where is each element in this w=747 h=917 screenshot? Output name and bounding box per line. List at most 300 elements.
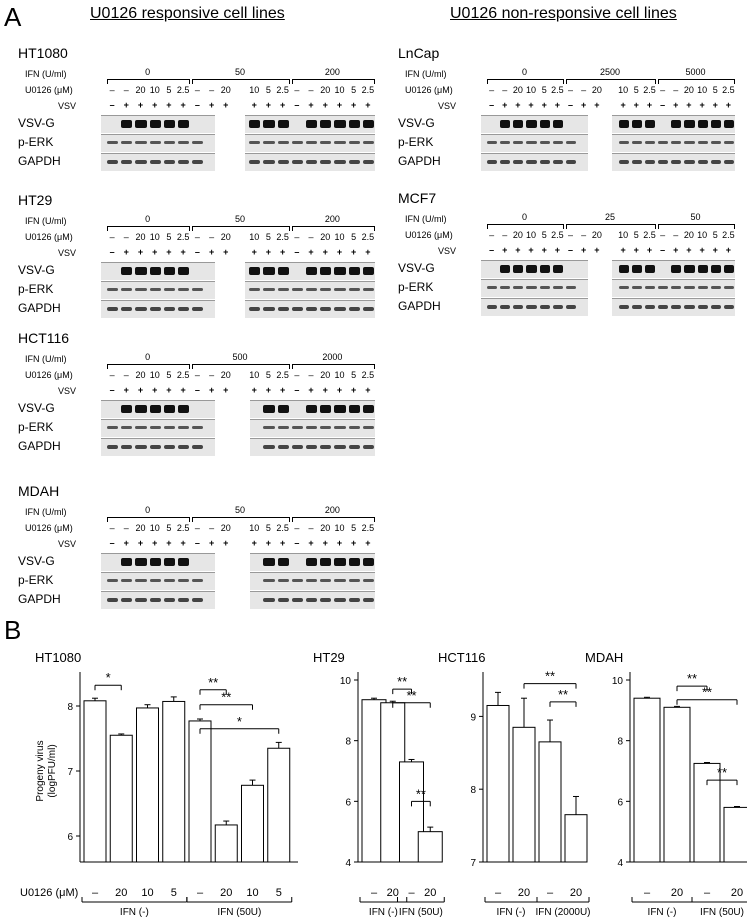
u0126-lane-value: 2.5 (361, 523, 375, 533)
blot-band (632, 305, 642, 309)
vsv-lane-value: + (336, 385, 343, 395)
bar (84, 701, 106, 862)
significance-stars: ** (686, 671, 698, 687)
bar (242, 785, 264, 862)
u0126-row-label: U0126 (μM) (25, 232, 73, 242)
u0126-lane-value: – (581, 85, 587, 95)
blot-band (566, 286, 576, 289)
bar (664, 707, 690, 862)
u0126-lane-value: 5 (265, 232, 271, 242)
blot-band (263, 288, 274, 291)
blot-band (500, 160, 510, 164)
blot-band (121, 558, 132, 566)
y-tick-label: 10 (611, 676, 623, 687)
blot-band (526, 265, 536, 273)
u0126-lane-value: – (123, 232, 129, 242)
blot-band (164, 405, 175, 413)
vsv-lane-value: + (180, 247, 186, 257)
vsv-lane-value: + (279, 538, 286, 548)
u0126-lane-value: – (673, 230, 679, 240)
blot-band (619, 305, 629, 309)
blot-band (671, 120, 681, 128)
u0126-lane-value: – (660, 230, 666, 240)
blot-band (192, 598, 203, 602)
blot-band (263, 426, 274, 429)
u0126-lane-value: – (489, 230, 495, 240)
vsv-lane-value: + (308, 538, 314, 548)
vsv-lane-value: + (725, 100, 732, 110)
blot-band (684, 120, 694, 128)
ifn-dose-label: 5000 (685, 67, 706, 77)
vsv-lane-value: + (265, 100, 272, 110)
vsv-lane-value: + (365, 100, 371, 110)
blot-band (121, 288, 132, 291)
u0126-lane-value: 10 (149, 370, 160, 380)
u0126-lane-value: 20 (512, 230, 523, 240)
u0126-row-label: U0126 (μM) (25, 85, 73, 95)
vsv-lane-value: + (123, 385, 129, 395)
group-label: IFN (50U) (217, 907, 262, 917)
blot-band (192, 579, 203, 582)
blot-band (658, 160, 668, 164)
vsv-lane-value: + (180, 538, 186, 548)
ifn-row-label: IFN (U/ml) (25, 354, 67, 364)
group-label: IFN (-) (368, 907, 398, 917)
blot-band (363, 288, 374, 291)
y-tick-label: 4 (617, 858, 623, 869)
blot-band (334, 405, 345, 413)
blot-band (619, 286, 629, 289)
blot-band (540, 120, 550, 128)
u0126-lane-value: – (194, 370, 200, 380)
blot-band (526, 305, 536, 309)
vsv-lane-value: + (152, 538, 158, 548)
group-label: IFN (2000U) (535, 907, 591, 917)
blot-band (150, 426, 161, 429)
vsv-lane-value: + (725, 245, 732, 255)
u0126-lane-value: – (294, 523, 300, 533)
y-axis-label: Progeny virus (35, 740, 46, 802)
blot-band (121, 445, 132, 449)
u0126-row-label: U0126 (μM) (25, 370, 73, 380)
x-category-label: – (494, 887, 502, 899)
vsv-row-label: VSV (58, 539, 77, 549)
significance-stars: ** (208, 674, 219, 690)
blot-band (278, 120, 289, 128)
ifn-dose-label: 50 (234, 214, 245, 224)
blot-band (487, 305, 497, 309)
u0126-lane-value: 5 (166, 523, 172, 533)
u0126-lane-value: – (209, 523, 215, 533)
vsv-lane-value: + (581, 245, 587, 255)
blot-band (249, 141, 260, 144)
dose-bracket (566, 79, 656, 84)
y-tick-label: 8 (67, 702, 73, 713)
u0126-lane-value: 5 (633, 230, 639, 240)
x-category-label: 20 (517, 887, 531, 899)
blot-band (553, 120, 563, 128)
cell-line-name: HT1080 (18, 45, 68, 61)
vsv-lane-value: + (208, 100, 215, 110)
blot-band (278, 426, 289, 429)
blot-band (500, 141, 510, 144)
y-tick-label: 7 (470, 858, 476, 869)
blot-band (320, 267, 331, 275)
significance-stars: * (105, 670, 111, 686)
vsv-lane-value: + (166, 100, 172, 110)
blot-band (263, 141, 274, 144)
blot-band (349, 307, 360, 311)
vsv-lane-value: + (322, 538, 328, 548)
vsv-lane-value: + (646, 245, 653, 255)
blot-band (487, 160, 497, 164)
u0126-lane-value: 10 (249, 85, 260, 95)
dose-bracket (107, 79, 190, 84)
blot-band (334, 160, 345, 164)
blot-band (278, 598, 289, 602)
panel-b-letter: B (4, 615, 22, 645)
y-tick-label: 9 (470, 712, 476, 724)
u0126-lane-value: 2.5 (722, 230, 735, 240)
blot-band (192, 445, 203, 449)
blot-band (724, 120, 734, 128)
blot-band (178, 445, 189, 449)
u0126-lane-value: 5 (166, 232, 172, 242)
blot-band (349, 598, 360, 602)
blot-band (363, 267, 374, 275)
vsv-lane-value: + (279, 100, 286, 110)
blot-band (363, 558, 374, 566)
dose-bracket (292, 364, 375, 369)
u0126-lane-value: 5 (541, 230, 547, 240)
perk-label: p-ERK (18, 282, 54, 296)
blot-band (645, 120, 655, 128)
blot-band (363, 426, 374, 429)
blot-band (513, 286, 523, 289)
vsv-lane-value: + (279, 247, 286, 257)
dose-bracket (292, 79, 375, 84)
vsv-lane-value: – (109, 385, 115, 395)
blot-band (192, 426, 203, 429)
blot-band (107, 160, 118, 164)
blot-band (320, 426, 331, 429)
blot-band (306, 288, 317, 291)
u0126-lane-value: – (568, 85, 574, 95)
u0126-lane-value: 2.5 (643, 230, 656, 240)
vsv-lane-value: + (336, 538, 343, 548)
blot-band (135, 160, 146, 164)
blot-band (107, 579, 118, 582)
u0126-lane-value: 20 (135, 370, 146, 380)
gapdh-label: GAPDH (398, 154, 441, 168)
blot-band (334, 579, 345, 582)
u0126-lane-value: 5 (351, 85, 357, 95)
x-category-label: 20 (115, 887, 128, 899)
blot-band (107, 141, 118, 144)
blot-band (263, 160, 274, 164)
blot-band (164, 120, 175, 128)
group-label: IFN (-) (496, 907, 526, 917)
blot-band (724, 265, 734, 273)
blot-band (363, 307, 374, 311)
u0126-lane-value: 5 (541, 85, 547, 95)
dose-bracket (292, 226, 375, 231)
u0126-lane-value: 10 (334, 523, 345, 533)
blot-band (632, 286, 642, 289)
blot-band (526, 120, 536, 128)
perk-label: p-ERK (398, 135, 434, 149)
bar (268, 748, 290, 862)
blot-band (306, 426, 317, 429)
vsv-lane-value: + (541, 100, 547, 110)
blot-band (632, 120, 642, 128)
u0126-lane-value: – (308, 523, 314, 533)
cell-line-name: MDAH (18, 483, 60, 499)
blot-band (121, 267, 132, 275)
u0126-lane-value: 10 (149, 85, 160, 95)
u0126-lane-value: – (123, 523, 129, 533)
blot-band (263, 445, 274, 449)
u0126-lane-value: 2.5 (551, 85, 564, 95)
u0126-axis-label: U0126 (μM) (20, 887, 79, 899)
u0126-lane-value: 10 (249, 523, 260, 533)
vsv-lane-value: – (194, 100, 200, 110)
blot-band (278, 445, 289, 449)
u0126-lane-value: – (308, 232, 314, 242)
blot-band (619, 141, 629, 144)
u0126-lane-value: 2.5 (276, 232, 289, 242)
u0126-row-label: U0126 (μM) (405, 230, 453, 240)
u0126-lane-value: 20 (220, 523, 231, 533)
blot-band (121, 141, 132, 144)
vsv-lane-value: + (351, 538, 357, 548)
x-category-label: – (703, 887, 711, 899)
blot-band (135, 267, 146, 275)
vsv-lane-value: + (166, 538, 172, 548)
blot-band (724, 305, 734, 309)
dose-bracket (292, 517, 375, 522)
blot-band (107, 288, 118, 291)
blot-band (671, 160, 681, 164)
blot-band (292, 445, 303, 449)
blot-band (150, 445, 161, 449)
blot-band (526, 160, 536, 164)
ifn-dose-label: 50 (690, 212, 701, 222)
blot-band (698, 265, 708, 273)
blot-band (334, 288, 345, 291)
vsv-lane-value: + (541, 245, 547, 255)
u0126-lane-value: 5 (265, 85, 271, 95)
x-category-label: – (643, 887, 651, 899)
blot-band (292, 288, 303, 291)
vsv-lane-value: + (208, 247, 215, 257)
u0126-lane-value: 5 (712, 85, 718, 95)
blot-band (292, 160, 303, 164)
blot-band (513, 141, 523, 144)
blot-band (553, 305, 563, 309)
vsv-lane-value: + (208, 385, 215, 395)
ifn-dose-label: 0 (145, 505, 151, 515)
blot-band (363, 141, 374, 144)
blot-band (320, 579, 331, 582)
u0126-lane-value: – (568, 230, 574, 240)
blot-band (363, 160, 374, 164)
blot-band (698, 120, 708, 128)
blot-band (334, 598, 345, 602)
vsv-lane-value: + (180, 385, 186, 395)
x-category-label: 20 (730, 887, 744, 899)
blot-band (306, 160, 317, 164)
ifn-dose-label: 200 (324, 214, 340, 224)
u0126-lane-value: – (660, 85, 666, 95)
u0126-lane-value: 20 (320, 370, 331, 380)
blot-band (698, 286, 708, 289)
group-label: IFN (-) (647, 907, 677, 917)
vsv-lane-value: + (251, 100, 257, 110)
blot-band (540, 305, 550, 309)
blot-band (249, 307, 260, 311)
u0126-lane-value: 2.5 (176, 523, 190, 533)
blot-band (135, 120, 146, 128)
u0126-lane-value: 2.5 (176, 232, 190, 242)
x-category-label: – (546, 887, 554, 899)
blot-band (107, 426, 118, 429)
vsvg-label: VSV-G (18, 401, 55, 415)
cell-line-name: MCF7 (398, 190, 437, 206)
significance-stars: ** (701, 684, 713, 700)
u0126-lane-value: 5 (166, 370, 172, 380)
gapdh-label: GAPDH (18, 439, 61, 453)
responsive-title: U0126 responsive cell lines (90, 5, 285, 22)
ifn-row-label: IFN (U/ml) (405, 214, 447, 224)
vsv-lane-value: + (223, 385, 229, 395)
blot-band (363, 598, 374, 602)
u0126-lane-value: – (109, 523, 115, 533)
blot-band (320, 405, 331, 413)
vsvg-label: VSV-G (18, 554, 55, 568)
vsv-lane-value: + (502, 245, 508, 255)
vsv-lane-value: + (265, 385, 272, 395)
u0126-lane-value: 5 (633, 85, 639, 95)
bar (487, 705, 509, 862)
blot-band (263, 579, 274, 582)
vsv-lane-value: + (308, 247, 314, 257)
group-label: IFN (50U) (398, 907, 443, 917)
blot-band (135, 579, 146, 582)
blot-band (192, 307, 203, 311)
blot-band (121, 120, 132, 128)
blot-band (658, 286, 668, 289)
u0126-lane-value: 10 (526, 85, 537, 95)
blot-band (513, 265, 523, 273)
vsv-lane-value: – (660, 245, 666, 255)
blot-band (566, 141, 576, 144)
vsv-lane-value: + (554, 100, 560, 110)
vsv-lane-value: + (322, 247, 328, 257)
blot-band (671, 305, 681, 309)
blot-band (150, 120, 161, 128)
u0126-lane-value: 20 (512, 85, 523, 95)
ifn-dose-label: 0 (145, 214, 151, 224)
x-category-label: 20 (424, 887, 437, 899)
blot-band (513, 120, 523, 128)
vsv-lane-value: + (581, 100, 587, 110)
blot-band (645, 141, 655, 144)
dose-bracket (658, 79, 735, 84)
blot-band (178, 579, 189, 582)
ifn-dose-label: 50 (234, 67, 245, 77)
blot-band (306, 598, 317, 602)
blot-band (334, 120, 345, 128)
vsv-lane-value: + (123, 538, 129, 548)
blot-band (263, 307, 274, 311)
vsv-lane-value: + (152, 247, 158, 257)
vsv-lane-value: + (279, 385, 286, 395)
blot-band (192, 288, 203, 291)
vsv-lane-value: + (673, 100, 679, 110)
u0126-lane-value: 10 (618, 230, 629, 240)
blot-band (135, 445, 146, 449)
vsv-lane-value: – (294, 100, 300, 110)
bar (189, 721, 211, 862)
ifn-row-label: IFN (U/ml) (405, 69, 447, 79)
ifn-row-label: IFN (U/ml) (25, 69, 67, 79)
u0126-lane-value: 2.5 (276, 370, 289, 380)
x-category-label: – (408, 887, 415, 899)
vsv-lane-value: + (686, 245, 692, 255)
vsvg-label: VSV-G (18, 263, 55, 277)
significance-stars: ** (415, 786, 426, 802)
blot-band (178, 405, 189, 413)
blot-band (684, 265, 694, 273)
blot-band (192, 160, 203, 164)
blot-band (164, 445, 175, 449)
vsv-row-label: VSV (58, 248, 77, 258)
y-tick-label: 8 (617, 736, 623, 748)
vsv-lane-value: + (686, 100, 692, 110)
blot-band (135, 426, 146, 429)
u0126-lane-value: 5 (712, 230, 718, 240)
blot-band (320, 120, 331, 128)
dose-bracket (487, 224, 564, 229)
dose-bracket (107, 226, 190, 231)
blot-band (320, 598, 331, 602)
group-label: IFN (50U) (700, 907, 744, 917)
significance-stars: ** (406, 687, 417, 703)
blot-band (553, 141, 563, 144)
u0126-lane-value: 20 (320, 85, 331, 95)
vsv-lane-value: + (308, 100, 314, 110)
blot-band (278, 579, 289, 582)
blot-band (553, 286, 563, 289)
blot-band (671, 265, 681, 273)
blot-band (292, 307, 303, 311)
ifn-dose-label: 2000 (322, 352, 343, 362)
blot-band (526, 286, 536, 289)
blot-band (164, 307, 175, 311)
u0126-lane-value: – (194, 85, 200, 95)
blot-band (658, 305, 668, 309)
u0126-lane-value: 10 (334, 370, 345, 380)
blot-band (487, 141, 497, 144)
vsv-lane-value: – (294, 385, 300, 395)
vsv-lane-value: – (568, 100, 574, 110)
blot-band (263, 120, 274, 128)
blot-band (320, 160, 331, 164)
blot-band (121, 598, 132, 602)
x-category-label: 5 (275, 887, 282, 899)
dose-bracket (192, 226, 289, 231)
